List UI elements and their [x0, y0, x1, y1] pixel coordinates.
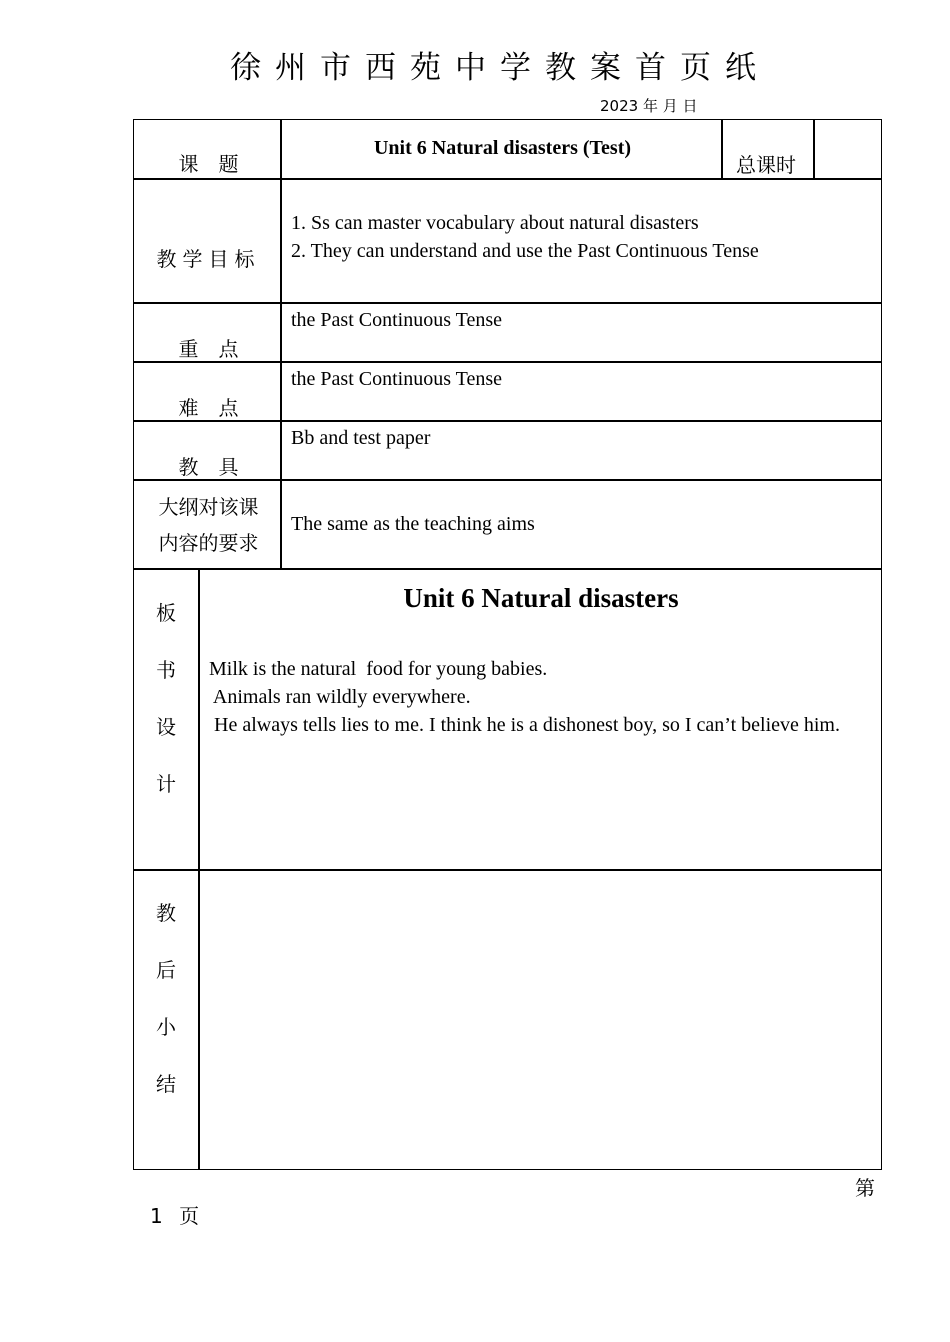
objectives-label: 教学目标 — [156, 247, 261, 271]
key-points-value: the Past Continuous Tense — [291, 309, 503, 331]
objectives-value-cell — [280, 178, 882, 304]
board-design-content-cell — [198, 568, 882, 871]
reflection-content-cell — [198, 869, 882, 1170]
board-design-line-2: Animals ran wildly everywhere. — [209, 686, 471, 708]
board-design-char-1: 板 — [156, 601, 176, 625]
total-hours-label-cell — [721, 119, 815, 180]
difficulties-value: the Past Continuous Tense — [291, 368, 503, 390]
syllabus-label-line2: 内容的要求 — [158, 531, 259, 555]
topic-label: 课 题 — [178, 152, 239, 176]
objective-item-2: 2. They can understand and use the Past Continuous Tense — [291, 240, 759, 262]
key-points-label: 重 点 — [178, 337, 239, 361]
difficulties-label-cell — [133, 361, 282, 422]
aids-label: 教 具 — [178, 455, 239, 479]
board-design-char-2: 书 — [156, 658, 176, 682]
difficulties-label: 难 点 — [178, 396, 239, 420]
key-points-value-cell — [280, 302, 882, 363]
topic-value-cell — [280, 119, 723, 180]
reflection-char-3: 小 — [156, 1015, 176, 1039]
objectives-label-cell — [133, 178, 282, 304]
board-design-char-3: 设 — [156, 715, 176, 739]
reflection-char-2: 后 — [156, 958, 176, 982]
board-design-line-1: Milk is the natural food for young babies. — [209, 658, 548, 680]
page-suffix: 页 — [179, 1204, 200, 1228]
aids-value: Bb and test paper — [291, 427, 431, 449]
board-design-char-4: 计 — [156, 772, 176, 796]
board-design-line-3: He always tells lies to me. I think he is a dishonest boy, so I can’t believe him. — [209, 714, 840, 736]
page-title: 徐州市西苑中学教案首页纸 — [230, 50, 770, 86]
total-hours-value-cell — [813, 119, 882, 180]
reflection-char-1: 教 — [156, 901, 176, 925]
syllabus-value: The same as the teaching aims — [291, 513, 535, 535]
page-number-line — [150, 1200, 199, 1229]
board-design-label-cell — [133, 568, 200, 871]
total-hours-label: 总课时 — [736, 153, 796, 177]
topic-value: Unit 6 Natural disasters (Test) — [373, 137, 632, 159]
topic-label-cell — [133, 119, 282, 180]
difficulties-value-cell — [280, 361, 882, 422]
aids-label-cell — [133, 420, 282, 481]
page-number: 1 — [150, 1204, 163, 1228]
syllabus-label-line1: 大纲对该课 — [158, 495, 259, 519]
objective-item-1: 1. Ss can master vocabulary about natural disasters — [291, 212, 699, 234]
reflection-label-cell — [133, 869, 200, 1170]
syllabus-value-cell — [280, 479, 882, 570]
key-points-label-cell — [133, 302, 282, 363]
page-prefix: 第 — [855, 1176, 875, 1200]
board-design-heading: Unit 6 Natural disasters — [403, 583, 679, 613]
syllabus-label-cell — [133, 479, 282, 570]
aids-value-cell — [280, 420, 882, 481]
reflection-char-4: 结 — [156, 1072, 176, 1096]
date-line: 2023 年 月 日 — [600, 97, 698, 115]
lesson-plan-table — [133, 119, 882, 1170]
